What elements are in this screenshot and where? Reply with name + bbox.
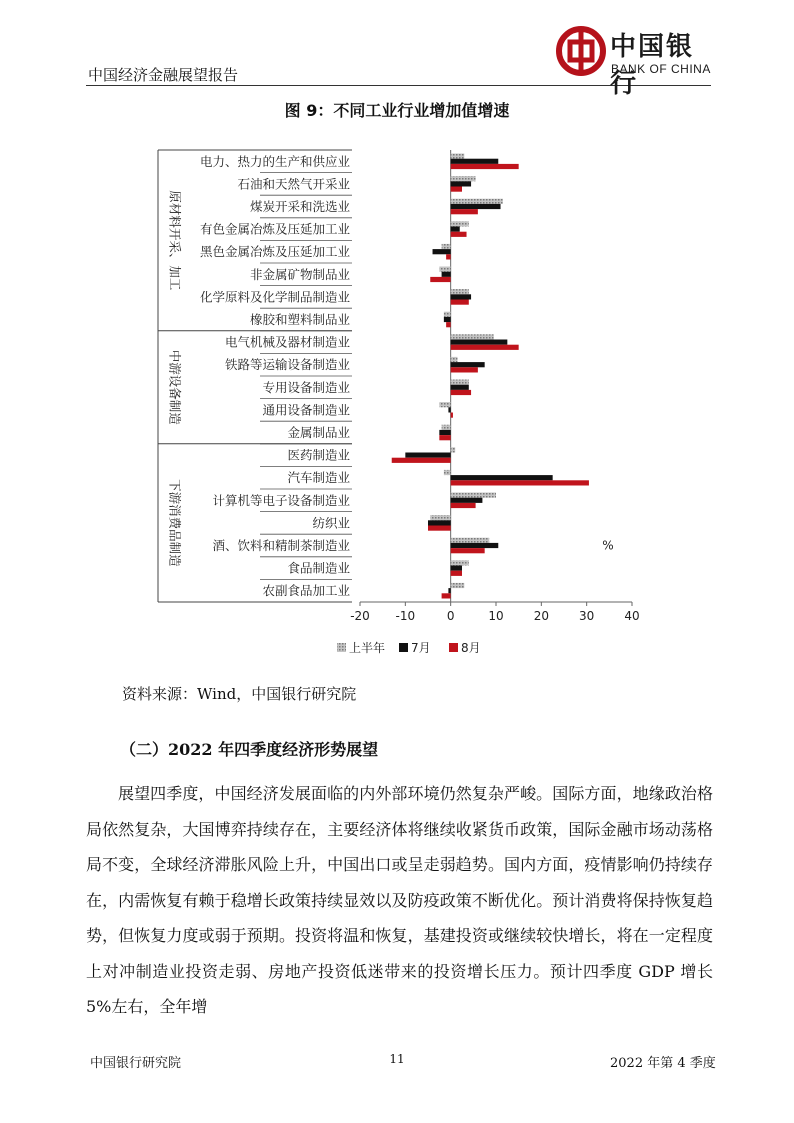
bar-7月 xyxy=(451,294,471,299)
x-tick-label: 0 xyxy=(446,609,455,623)
bar-8月 xyxy=(451,232,467,237)
bar-上半年 xyxy=(451,154,465,159)
bar-8月 xyxy=(451,503,476,508)
bar-7月 xyxy=(451,498,483,503)
bar-8月 xyxy=(451,571,462,576)
bar-8月 xyxy=(451,480,589,485)
bar-7月 xyxy=(451,227,460,232)
category-label: 黑色金属冶炼及压延加工业 xyxy=(199,244,350,260)
x-tick-label: 40 xyxy=(624,609,640,623)
bar-7月 xyxy=(451,181,471,186)
bar-上半年 xyxy=(451,493,496,498)
bar-7月 xyxy=(451,159,499,164)
category-label: 电力、热力的生产和供应业 xyxy=(199,153,350,169)
bar-8月 xyxy=(451,345,519,350)
bar-上半年 xyxy=(451,538,490,543)
bar-8月 xyxy=(451,186,462,191)
category-label: 医药制造业 xyxy=(287,447,350,463)
legend-swatch xyxy=(399,643,408,652)
x-tick-label: 20 xyxy=(533,609,549,623)
bar-7月 xyxy=(442,272,451,277)
bar-7月 xyxy=(451,475,553,480)
bank-of-china-emblem-icon xyxy=(556,26,606,76)
category-label: 金属制品业 xyxy=(287,425,350,440)
bar-8月 xyxy=(451,548,485,553)
legend-swatch xyxy=(337,643,346,652)
category-label: 通用设备制造业 xyxy=(262,402,350,418)
category-label: 化学原料及化学制品制造业 xyxy=(199,289,350,305)
bar-8月 xyxy=(451,164,519,169)
bar-上半年 xyxy=(451,357,458,362)
bar-7月 xyxy=(451,362,485,367)
category-label: 汽车制造业 xyxy=(287,470,350,486)
bar-8月 xyxy=(392,458,451,463)
bar-上半年 xyxy=(442,244,451,249)
bar-上半年 xyxy=(444,312,451,317)
bar-8月 xyxy=(446,254,451,259)
bar-上半年 xyxy=(451,380,469,385)
industry-value-added-chart xyxy=(0,130,794,665)
legend-label: 8月 xyxy=(461,641,481,655)
category-label: 纺织业 xyxy=(312,515,350,531)
bar-8月 xyxy=(428,525,451,530)
bar-7月 xyxy=(448,588,450,593)
bar-8月 xyxy=(451,412,453,417)
bar-7月 xyxy=(433,249,451,254)
bar-7月 xyxy=(428,520,451,525)
bar-上半年 xyxy=(439,267,450,272)
bar-上半年 xyxy=(451,199,503,204)
group-label: 中游设备制造 xyxy=(167,349,183,425)
bar-7月 xyxy=(451,385,469,390)
bar-8月 xyxy=(430,277,450,282)
bar-8月 xyxy=(442,593,451,598)
bar-上半年 xyxy=(451,221,469,226)
x-tick-label: 10 xyxy=(488,609,504,623)
bar-上半年 xyxy=(451,447,456,452)
bar-7月 xyxy=(451,204,501,209)
bar-上半年 xyxy=(444,470,451,475)
category-label: 酒、饮料和精制茶制造业 xyxy=(212,538,350,553)
bar-7月 xyxy=(405,453,450,458)
group-label: 下游消费品制造 xyxy=(167,479,183,567)
bar-8月 xyxy=(439,435,450,440)
group-label: 原材料开采、加工 xyxy=(167,190,183,291)
legend-label: 上半年 xyxy=(349,641,386,655)
report-title: 中国经济金融展望报告 xyxy=(88,66,239,84)
category-label: 石油和天然气开采业 xyxy=(237,176,350,192)
logo-chinese-name: 中国银行 xyxy=(610,32,695,99)
section-heading: （二）2022 年四季度经济形势展望 xyxy=(120,740,379,759)
legend-swatch xyxy=(449,643,458,652)
category-label: 电气机械及器材制造业 xyxy=(224,334,350,350)
bar-7月 xyxy=(439,430,450,435)
footer-issue: 2022 年第 4 季度 xyxy=(610,1056,716,1071)
bar-8月 xyxy=(451,209,478,214)
bar-8月 xyxy=(451,299,469,304)
bar-上半年 xyxy=(430,515,450,520)
bar-上半年 xyxy=(451,560,469,565)
bar-7月 xyxy=(448,407,450,412)
category-label: 专用设备制造业 xyxy=(262,379,350,395)
page-number: 11 xyxy=(389,1052,405,1066)
bar-7月 xyxy=(444,317,451,322)
unit-label: % xyxy=(602,538,614,553)
bar-8月 xyxy=(446,322,451,327)
category-label: 计算机等电子设备制造业 xyxy=(212,492,350,508)
x-tick-label: -20 xyxy=(350,609,370,623)
bar-上半年 xyxy=(451,176,476,181)
bar-7月 xyxy=(451,566,462,571)
category-label: 煤炭开采和洗选业 xyxy=(249,199,350,214)
bar-7月 xyxy=(451,543,499,548)
data-source-note: 资料来源：Wind，中国银行研究院 xyxy=(122,685,357,703)
x-tick-label: 30 xyxy=(579,609,595,623)
bank-logo xyxy=(556,22,716,99)
category-label: 非金属矿物制品业 xyxy=(249,266,350,282)
category-label: 有色金属冶炼及压延加工业 xyxy=(199,221,350,237)
logo-english-name: BANK OF CHINA xyxy=(611,62,711,76)
category-label: 铁路等运输设备制造业 xyxy=(224,357,350,373)
bar-上半年 xyxy=(442,425,451,430)
bar-7月 xyxy=(451,340,508,345)
footer-institute: 中国银行研究院 xyxy=(90,1056,182,1071)
bar-上半年 xyxy=(451,289,469,294)
category-label: 农副食品加工业 xyxy=(262,583,350,599)
category-label: 橡胶和塑料制品业 xyxy=(249,312,350,327)
bar-上半年 xyxy=(439,402,450,407)
outlook-paragraph: 展望四季度，中国经济发展面临的内外部环境仍然复杂严峻。国际方面，地缘政治格局依然复杂，大国博弈持续存在，主要经济体将继续收紧货币政策，国际金融市场动荡格局不变，全球经济滞胀风险上升，中国出口或呈走弱趋势。国内方面，疫情影响仍持续存在，内需恢复有赖于稳增长政策持续显效以及防疫政策不断优化。预计消费将保持恢复趋势，但恢复力度或弱于预期。投资将温和恢复，基建投资或继续较快增长，将在一定程度上对冲制造业投资走弱、房地产投资低迷带来的投资增长压力。预计四季度 GDP 增长 5%左右，全年增 xyxy=(86,784,713,1016)
x-tick-label: -10 xyxy=(395,609,416,623)
category-label: 食品制造业 xyxy=(287,560,350,576)
bar-上半年 xyxy=(451,583,465,588)
figure-title: 图 9：不同工业行业增加值增速 xyxy=(284,101,510,120)
bar-上半年 xyxy=(451,334,494,339)
legend-label: 7月 xyxy=(411,641,431,655)
bar-8月 xyxy=(451,390,471,395)
bar-8月 xyxy=(451,367,478,372)
